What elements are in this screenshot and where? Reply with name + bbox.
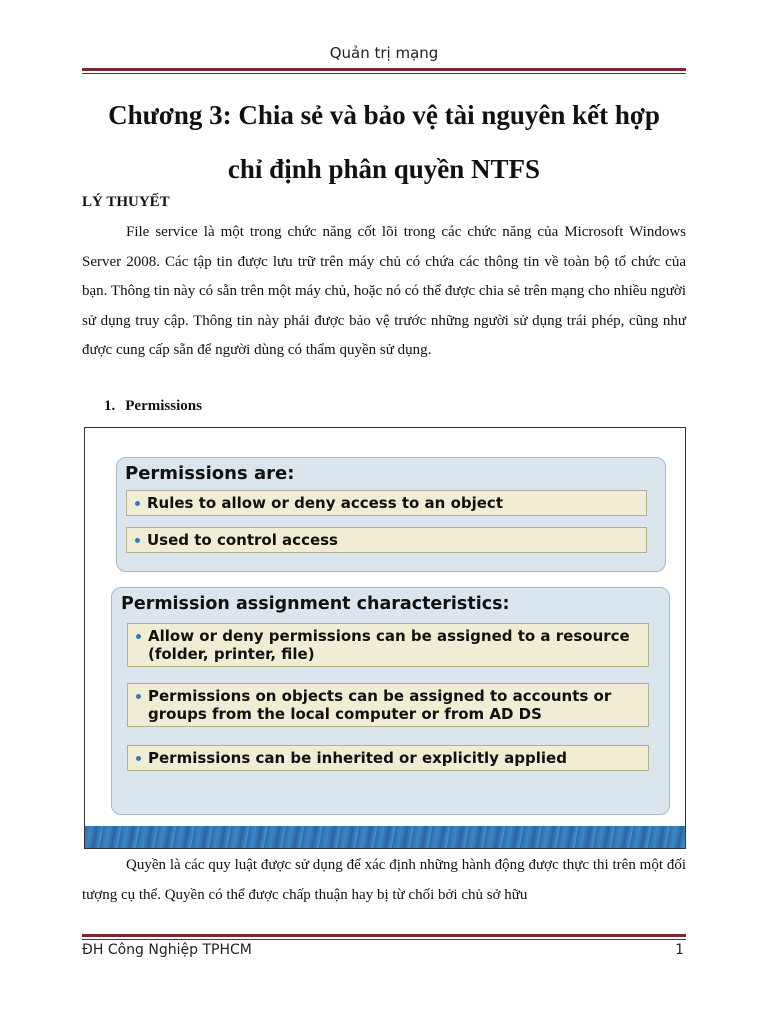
running-header: Quản trị mạng xyxy=(329,44,439,62)
panel-title: Permission assignment characteristics: xyxy=(121,594,510,614)
permissions-are-panel xyxy=(116,457,666,572)
bullet-icon xyxy=(136,694,141,699)
chapter-title-line-1: Chương 3: Chia sẻ và bảo vệ tài nguyên kết hợp xyxy=(108,100,660,130)
list-item xyxy=(126,490,647,516)
section-heading-permissions xyxy=(104,398,202,415)
bullet-icon xyxy=(136,756,141,761)
permissions-slide-figure xyxy=(84,427,686,849)
assignment-characteristics-panel xyxy=(111,587,670,815)
bullet-icon xyxy=(135,501,140,506)
slide-footer-band xyxy=(85,826,685,848)
page-number: 1 xyxy=(675,942,684,958)
theory-label: LÝ THUYẾT xyxy=(82,194,170,210)
chapter-title-line-2: chỉ định phân quyền NTFS xyxy=(227,154,541,184)
chapter-title xyxy=(82,88,686,196)
list-item-text: Permissions can be inherited or explicitly applied xyxy=(148,749,567,767)
theory-paragraph: File service là một trong chức năng cốt lõi trong các chức năng của Microsoft Windows Server 2008. Các tập tin được lưu trữ trên máy chủ có chứa các thông tin về toàn bộ tổ chức của bạn. Thông tin này có sẵn trên một máy chủ, hoặc nó có thể được chia sẻ trên mạng cho nhiều người sử dụng truy cập. Thông tin này phải được bảo vệ trước những người sử dụng trái phép, cũng như được cung cấp sẵn để người dùng có thẩm quyền sử dụng. xyxy=(82,224,686,358)
list-item-text: Used to control access xyxy=(147,531,338,549)
footer-rule xyxy=(82,934,686,940)
footer-institution: ĐH Công Nghiệp TPHCM xyxy=(82,942,252,958)
list-item-text: Allow or deny permissions can be assigned to a resource (folder, printer, file) xyxy=(148,627,630,663)
list-item xyxy=(127,623,649,667)
section-title: Permissions xyxy=(125,398,202,414)
section-number: 1. xyxy=(104,398,116,414)
list-item xyxy=(126,527,647,553)
panel-title: Permissions are: xyxy=(125,463,295,484)
body-paragraph: Quyền là các quy luật được sử dụng để xác định những hành động được thực thi trên một đối tượng cụ thể. Quyền có thể được chấp thuận hay bị từ chối bởi chủ sở hữu xyxy=(82,857,686,903)
list-item xyxy=(127,683,649,727)
bullet-icon xyxy=(135,538,140,543)
header-rule xyxy=(82,68,686,74)
list-item-text: Rules to allow or deny access to an object xyxy=(147,494,503,512)
list-item xyxy=(127,745,649,771)
list-item-text: Permissions on objects can be assigned to accounts or groups from the local computer or from AD DS xyxy=(148,687,612,723)
bullet-icon xyxy=(136,634,141,639)
